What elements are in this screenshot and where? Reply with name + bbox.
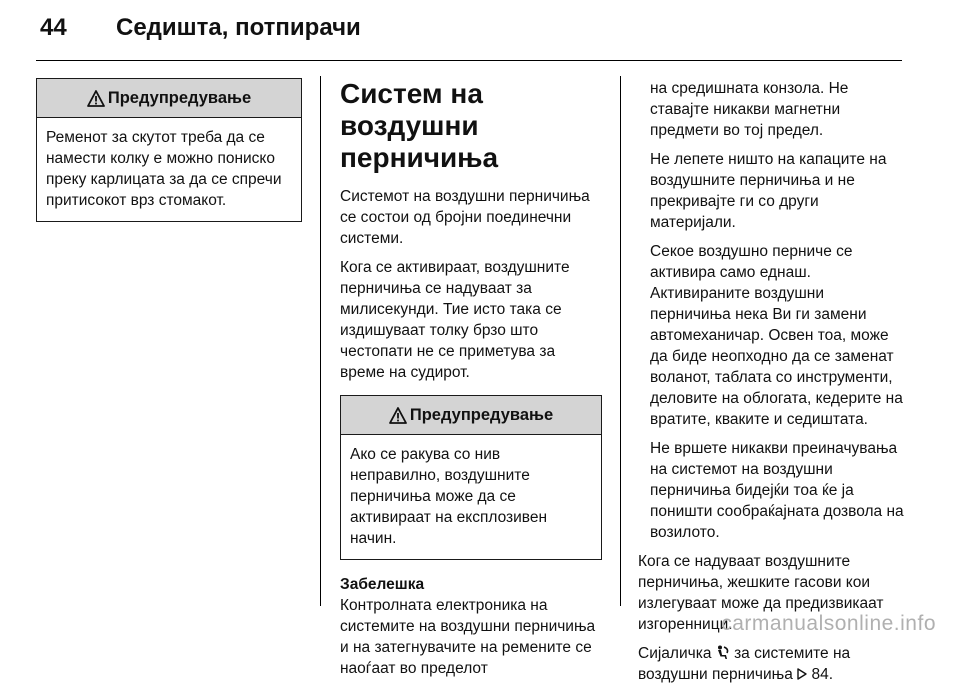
section-title: Систем на воздушни перничиња [340, 78, 499, 173]
page-number: 44 [40, 14, 67, 41]
paragraph: Не вршете никакви преиначувања на системот на воздушни перничиња бидејќи тоа ќе ја поништи сообраќајната дозвола на возилото. [650, 440, 904, 541]
paragraph: Кога се надуваат воздушните перничиња, жешките гасови кои излегуваат може да предизвикаат изгоренници. [638, 553, 884, 633]
paragraph: Не лепете ништо на капаците на воздушните перничиња и не прекривајте ги со други материјали. [650, 151, 887, 231]
warning-title: Предупредување [107, 88, 252, 107]
indicator-label: Сијаличка [638, 645, 712, 662]
paragraph: Системот на воздушни перничиња се состои од бројни поединечни системи. [340, 188, 590, 247]
warning-text: Ако се ракува со нив неправилно, воздушните перничиња може да се активираат на експлозивен начин. [350, 446, 548, 547]
warning-header [37, 79, 301, 118]
page-reference-icon [797, 668, 807, 680]
airbag-indicator-icon [716, 645, 730, 660]
note-text: Контролната електроника на системите на воздушни перничиња и на затегнувачите на ремените се наоѓаат во пределот [340, 597, 596, 677]
column-2 [340, 78, 602, 679]
warning-header [341, 396, 601, 435]
paragraph-indicator [638, 643, 908, 685]
column-divider [620, 76, 621, 606]
note-title: Забелешка [340, 576, 425, 593]
header-rule [36, 60, 902, 61]
indicator-text: за системите на воздушни перничиња [638, 645, 851, 683]
warning-icon [389, 407, 407, 424]
warning-icon [87, 90, 105, 107]
paragraph: Секое воздушно перниче се активира само еднаш. Активираните воздушни перничиња нека Ви ги замени автомеханичар. Освен тоа, може да биде неопходно да се заменат воланот, таблата со инструменти, деловите на облогата, кедерите на вратите, кваките и седиштата. [650, 243, 903, 428]
column-divider [320, 76, 321, 606]
page-title: Седишта, потпирачи [116, 14, 361, 41]
warning-text: Ременот за скутот треба да се намести колку е можно пониско преку карлицата за да се спречи притисокот врз стомакот. [46, 129, 282, 209]
warning-title: Предупредување [409, 405, 554, 424]
paragraph: на средишната конзола. Не ставајте никакви магнетни предмети во тој предел. [650, 80, 849, 139]
warning-box [36, 78, 302, 222]
warning-box [340, 395, 602, 560]
column-3 [638, 78, 908, 693]
watermark: carmanualsonline.info [721, 612, 936, 635]
column-1 [36, 78, 302, 222]
paragraph: Кога се активираат, воздушните перничиња се надуваат за милисекунди. Тие исто така се издишуваат толку брзо што честопати не се приметува за време на судирот. [340, 259, 570, 381]
page-header [40, 14, 361, 54]
page-reference[interactable]: 84. [811, 666, 834, 683]
